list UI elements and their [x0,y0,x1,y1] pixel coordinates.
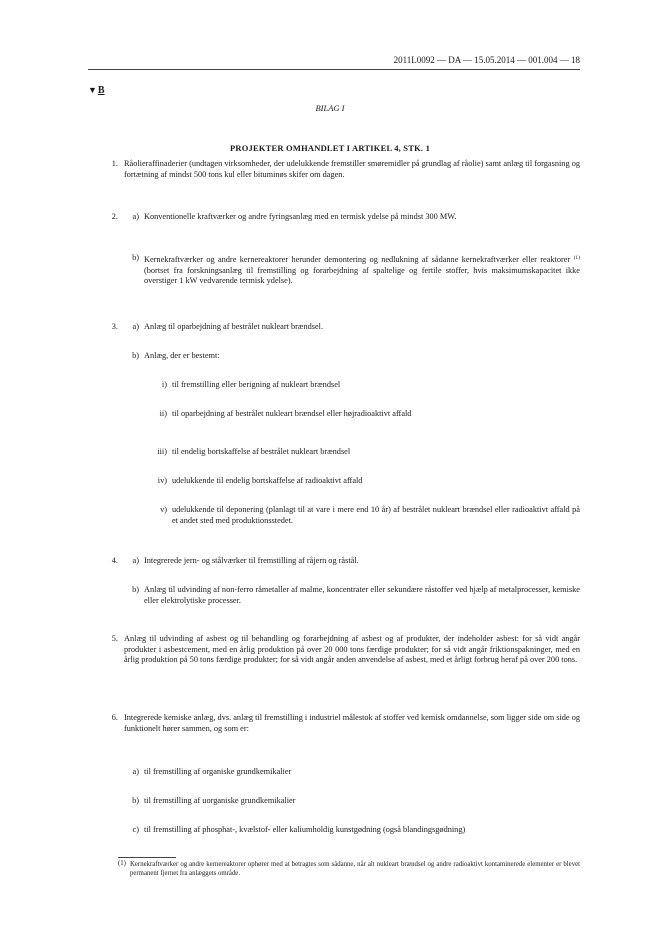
item-number: 4. [111,556,118,565]
annex-title: BILAG I [315,103,345,113]
item-label: a) [132,767,139,776]
amendment-marker [88,85,105,96]
item-label: b) [132,796,139,805]
subitem-label: iv) [157,476,167,485]
subitem-label: ii) [159,409,167,418]
marker-label: B [97,85,105,96]
item-label: a) [132,212,139,221]
item-number: 2. [111,212,118,221]
footnote-mark: (1) [118,860,126,867]
item-number: 3. [111,322,118,331]
item-text: til fremstilling af phosphat-, kvælstof- eller kaliumholdig kunstgødning (også blandingsgødning) [144,825,466,834]
item-text: Anlæg til udvinding af asbest og til behandling og forarbejdning af asbest og af produkter, der indeholder asbest: for så vidt angår produkter i asbestcement, med en årlig produktion på over 20 000 tons færdige produkter; for så vidt angår friktionspakninger, med en årlig produktion på 50 tons færdige produkter; for så vidt angår anden anvendelse af asbest, med et årligt forbrug heraf på over 200 tons. [124,634,580,665]
item-text: Anlæg til udvinding af non-ferro råmetaller af malme, koncentrater eller sekundære råstoffer ved hjælp af metalprocesser, kemiske eller elektrolytiske processer. [144,585,580,605]
item-text: Anlæg, der er bestemt: [144,351,220,360]
running-head-text: 2011L0092 — DA — 15.05.2014 — 001.004 — 18 [393,55,580,65]
item-text: Integrerede jern- og stålværker til fremstilling af råjern og råstål. [144,556,359,565]
item-text: til fremstilling af uorganiske grundkemikalier [144,796,296,805]
item-text: til fremstilling af organiske grundkemikalier [144,767,292,776]
footnote-rule [118,857,176,858]
subitem-text: udelukkende til deponering (planlagt til at vare i mere end 10 år) af bestrålet nukleart brændsel eller radioaktivt affald på et andet sted med produktionsstedet. [172,505,580,525]
item-text: Anlæg til oparbejdning af bestrålet nukleart brændsel. [144,322,324,331]
subitem-text: til endelig bortskaffelse af bestrålet nukleart brændsel [172,447,351,456]
item-text: Integrerede kemiske anlæg, dvs. anlæg til fremstilling i industriel målestok af stoffer ved kemisk omdannelse, som ligger side om side og funktionelt hører sammen, og som er: [124,713,580,733]
item-label: b) [132,585,139,594]
item-label: a) [132,322,139,331]
item-number: 6. [111,713,118,722]
item-label: b) [132,351,139,360]
item-label: b) [132,253,139,262]
item-number: 5. [111,634,118,643]
text-segment: (bortset fra forskningsanlæg til fremstilling og forarbejdning af spaltelige og fertile stoffer, hvis maksimumskapacitet ikke overstiger 1 kW vedvarende termisk ydelse). [144,265,580,286]
triangle-marker-icon: ▼ [88,85,97,95]
annex-heading: PROJEKTER OMHANDLET I ARTIKEL 4, STK. 1 [229,143,431,153]
text-segment: Kernekraftværker og andre kernereaktorer herunder demontering og nedlukning af sådanne kernekraftværker eller reaktorer [144,255,574,264]
subitem-label: i) [161,380,167,389]
footnote-ref: (1) [573,255,580,261]
item-label: c) [132,825,139,834]
item-label: a) [132,556,139,565]
item-text [144,253,580,287]
subitem-text: til oparbejdning af bestrålet nukleart brændsel eller højradioaktivt affald [172,409,412,418]
subitem-text: til fremstilling eller berigning af nukleart brændsel [172,380,341,389]
subitem-label: v) [160,505,167,514]
item-number: 1. [111,159,118,168]
footnote-text: Kernekraftværker og andre kernereaktorer ophører med at betragtes som sådanne, når alt nukleart brændsel og andre radioaktivt kontaminerede elementer er blevet permanent fjernet fra anlæggets område. [130,861,580,877]
header-rule [88,69,580,70]
item-text: Råolieraffinaderier (undtagen virksomheder, der udelukkende fremstiller smøremidler på grundlag af råolie) samt anlæg til forgasning og fortætning af mindst 500 tons kul eller bituminøs skifer om dagen. [124,159,580,179]
subitem-label: iii) [157,447,167,456]
item-text: Konventionelle kraftværker og andre fyringsanlæg med en termisk ydelse på mindst 300 MW. [144,212,457,221]
subitem-text: udelukkende til endelig bortskaffelse af radioaktivt affald [172,476,363,485]
